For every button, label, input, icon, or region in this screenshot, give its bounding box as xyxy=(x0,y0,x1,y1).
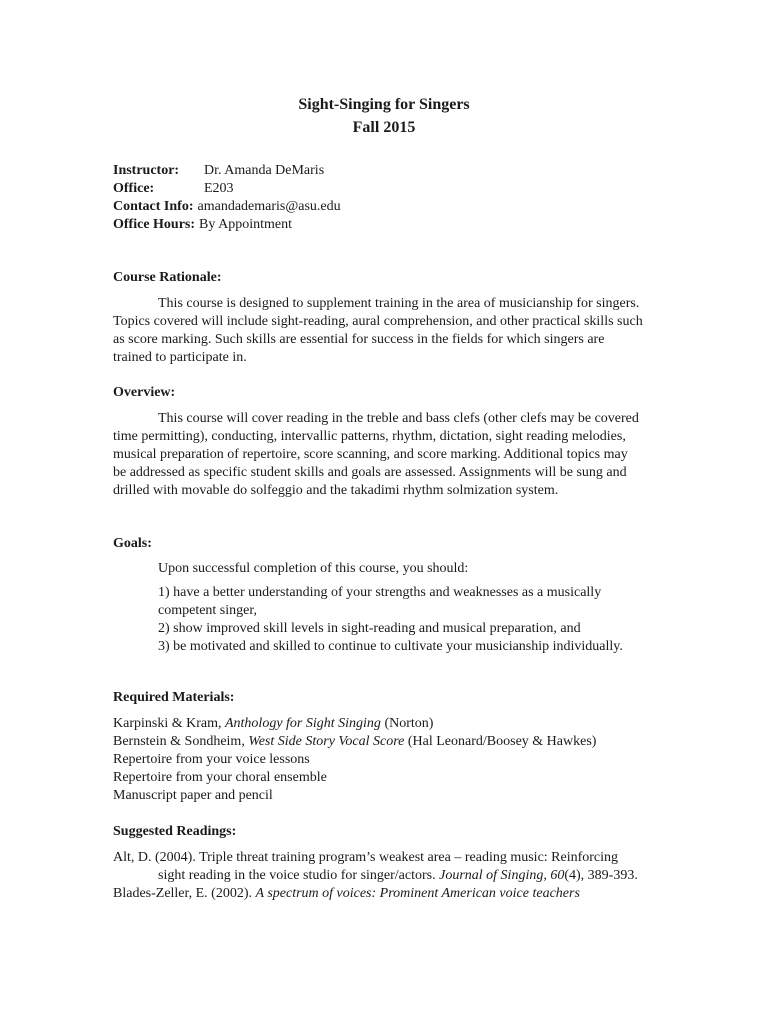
office-hours-row xyxy=(113,216,341,234)
reference-text: Blades-Zeller, E. (2002). xyxy=(113,886,256,901)
material-item: Repertoire from your choral ensemble xyxy=(113,770,327,785)
office-value: E203 xyxy=(204,181,234,196)
reading-reference xyxy=(113,885,643,903)
overview-heading: Overview: xyxy=(113,385,176,400)
required-materials-section xyxy=(113,689,643,805)
material-item xyxy=(113,733,643,751)
goal-item: 2) show improved skill levels in sight-reading and musical preparation, and xyxy=(158,621,581,636)
reference-text: Alt, D. (2004). Triple threat training program’s weakest area – reading music: Reinforcing sight reading in the voice studio for singer/actors. xyxy=(113,850,619,883)
document-term: Fall 2015 xyxy=(352,119,416,136)
goals-heading: Goals: xyxy=(113,536,152,551)
suggested-readings-section xyxy=(113,823,643,903)
office-row xyxy=(113,180,341,198)
reference-title: A spectrum of voices: Prominent American voice teachers xyxy=(255,886,580,901)
course-rationale-section xyxy=(113,269,643,367)
goal-item: 1) have a better understanding of your strengths and weaknesses as a musically competent singer, xyxy=(158,585,602,618)
material-title: West Side Story Vocal Score xyxy=(248,734,405,749)
material-item: Repertoire from your voice lessons xyxy=(113,752,310,767)
goals-intro: Upon successful completion of this course, you should: xyxy=(158,561,469,576)
office-hours-value: By Appointment xyxy=(199,217,292,232)
instructor-label: Instructor: xyxy=(113,163,180,178)
office-label: Office: xyxy=(113,181,155,196)
material-item: Manuscript paper and pencil xyxy=(113,788,273,803)
document-title: Sight-Singing for Singers xyxy=(298,96,470,113)
suggested-readings-heading: Suggested Readings: xyxy=(113,824,237,839)
material-item xyxy=(113,715,643,733)
material-author: Karpinski & Kram, xyxy=(113,716,225,731)
overview-section xyxy=(113,384,643,500)
goal-item: 3) be motivated and skilled to continue to cultivate your musicianship individually. xyxy=(158,639,623,654)
contact-row xyxy=(113,198,341,216)
goals-section xyxy=(113,535,643,656)
instructor-value: Dr. Amanda DeMaris xyxy=(204,163,325,178)
reference-journal: Journal of Singing, 60 xyxy=(439,868,565,883)
material-publisher: (Hal Leonard/Boosey & Hawkes) xyxy=(404,734,597,749)
instructor-row xyxy=(113,162,341,180)
material-publisher: (Norton) xyxy=(380,716,434,731)
instructor-info xyxy=(113,162,341,234)
overview-text: This course will cover reading in the treble and bass clefs (other clefs may be covered time permitting), conducting, intervallic patterns, rhythm, dictation, sight reading melodies, musical preparation of repertoire, score scanning, and score marking. Additional topics may be addressed as specific student skills and goals are assessed. Assignments will be sung and drilled with movable do solfeggio and the takadimi rhythm solmization system. xyxy=(113,411,639,498)
material-author: Bernstein & Sondheim, xyxy=(113,734,249,749)
material-title: Anthology for Sight Singing xyxy=(224,716,381,731)
office-hours-label: Office Hours: xyxy=(113,217,196,232)
reference-pages: (4), 389-393. xyxy=(564,868,638,883)
required-materials-heading: Required Materials: xyxy=(113,690,235,705)
reading-reference xyxy=(113,849,643,885)
course-rationale-text: This course is designed to supplement training in the area of musicianship for singers. Topics covered will include sight-reading, aural comprehension, and other practical skills such as score marking. Such skills are essential for success in the fields for which singers are trained to participate in. xyxy=(113,296,643,365)
contact-label: Contact Info: xyxy=(113,199,194,214)
course-rationale-heading: Course Rationale: xyxy=(113,270,222,285)
contact-value: amandademaris@asu.edu xyxy=(197,199,341,214)
